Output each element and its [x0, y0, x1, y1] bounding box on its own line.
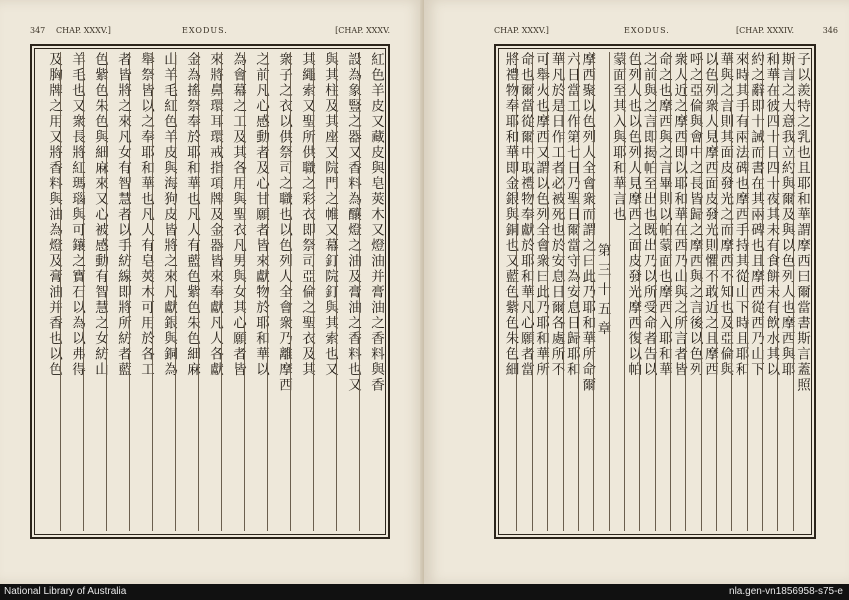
left-text-frame: [30, 44, 390, 539]
text-column: 命之也摩西與之言畢則以帕蒙面也摩西入耶和華: [655, 52, 670, 531]
text-column: 者皆將之來凡女有智慧者以手紡線即將所紡者藍: [106, 52, 129, 531]
right-page-header: [494, 26, 838, 40]
page-number: 346: [822, 26, 838, 35]
text-column: 舉祭皆以之奉耶和華也凡人有皂莢木可用於各工: [129, 52, 152, 531]
text-column: 呼之亞倫與會中之長皆歸之摩西與之言後以色列: [685, 52, 700, 531]
left-text-columns: [38, 52, 382, 531]
text-column: 山羊毛紅色羊皮與海狗皮皆將之來凡獻銀與銅為: [152, 52, 175, 531]
page-number: 347: [30, 26, 46, 35]
text-column: 約之辭即十誡而書在其兩碑也且摩西從西乃山下: [747, 52, 762, 531]
left-page-header: [30, 26, 390, 40]
text-column: 斯言之大意我立約與爾及與以色列人也摩西與耶: [777, 52, 792, 531]
book-title: EXODUS.: [182, 26, 228, 35]
chapter-label-right: [CHAP. XXXV.: [335, 26, 390, 35]
text-column: 設為象豎之器又香料為釀燈之油及膏油之香料也又: [336, 52, 359, 531]
text-column: 羊毛也又衆長將紅瑪瑙與可鑲之寶石以為以弗得: [60, 52, 83, 531]
text-column: 華與之言則其面皮發光之而摩西不知也及亞倫與: [716, 52, 731, 531]
chapter-label-right: [CHAP. XXXIV.: [735, 26, 794, 35]
text-column: 金為搖祭奉於耶和華也凡人有藍色紫色朱色細麻: [175, 52, 198, 531]
text-column: 可舉火也摩西又謂以色列全會衆曰此乃耶和華所: [532, 52, 547, 531]
right-text-columns: [502, 52, 808, 531]
chapter-heading: 第三十五章: [593, 52, 608, 531]
text-column: 其繩索又聖所供職之彩衣即祭司亞倫之聖衣及其: [290, 52, 313, 531]
text-column: 將禮物奉耶和華即金銀與銅也又藍色紫色朱色細: [502, 52, 519, 378]
text-column: 子以羨特之乳也且耶和華謂摩西曰爾當書斯言蓋照: [793, 52, 808, 531]
text-column: 紅色羊皮又藏皮與皂莢木又燈油并膏油之香料與香: [359, 52, 382, 531]
text-column: 衆子之衣以供祭司之職也以色列人全會衆乃離摩西: [267, 52, 290, 531]
chapter-label-left: CHAP. XXXV.]: [494, 26, 549, 35]
text-column: 和華在彼四十日四十夜其未有食餅未有飲水其以: [762, 52, 777, 531]
chapter-label-left: CHAP. XXXV.]: [56, 26, 111, 35]
text-column: 之前凡心感動者及心甘願者皆來獻物於耶和華以: [244, 52, 267, 531]
text-column: 來將鼻環耳環戒指項牌及金器皆來奉獻凡人各獻: [198, 52, 221, 531]
text-column: 以色列衆人見摩西面皮發光則懼不敢近之且摩西: [701, 52, 716, 531]
left-page: [0, 0, 424, 584]
library-name[interactable]: National Library of Australia: [4, 586, 127, 597]
library-footer: [0, 584, 849, 600]
right-page: [424, 0, 849, 584]
text-column: 華凡於是日作工者必被死也於安息日爾各處所不: [547, 52, 562, 531]
item-identifier: nla.gen-vn1856958-s75-e: [729, 586, 843, 597]
text-column: 及胸牌之用又將香料與油為燈及膏油并香也以色: [46, 52, 62, 378]
right-text-frame: [494, 44, 816, 539]
book-title: EXODUS.: [624, 26, 670, 35]
text-column: 色列人也以色列人見摩西之面皮發光摩西復以帕: [624, 52, 639, 531]
text-column: 色紫色朱色與細麻來又心被感動有智慧之女紡山: [83, 52, 106, 531]
text-column: 為會幕之工及其各用與聖衣凡男與女其心願者皆: [221, 52, 244, 531]
text-column: 蒙面至其入與耶和華言也: [609, 52, 624, 531]
text-column: 衆人近之摩西即以耶和華在西乃山與之所言者皆: [670, 52, 685, 531]
text-column: 與其柱及其座又院門之帷又幕釘院釘與其索也又: [313, 52, 336, 531]
text-column: 來時其手有兩法碑也摩西手持其從山下時且耶和: [731, 52, 746, 531]
text-column: 摩西聚以色列人全會衆而謂之曰此乃耶和華所命爾: [578, 52, 593, 531]
text-column: 命也爾當從爾中取禮物奉獻於耶和華凡心願者當: [516, 52, 531, 531]
text-column: 六日當工作第七日乃聖日爾當守為安息日歸耶和: [563, 52, 578, 531]
text-column: 之前與之言即揭帕至出也既出乃以所受命者告以: [639, 52, 654, 531]
